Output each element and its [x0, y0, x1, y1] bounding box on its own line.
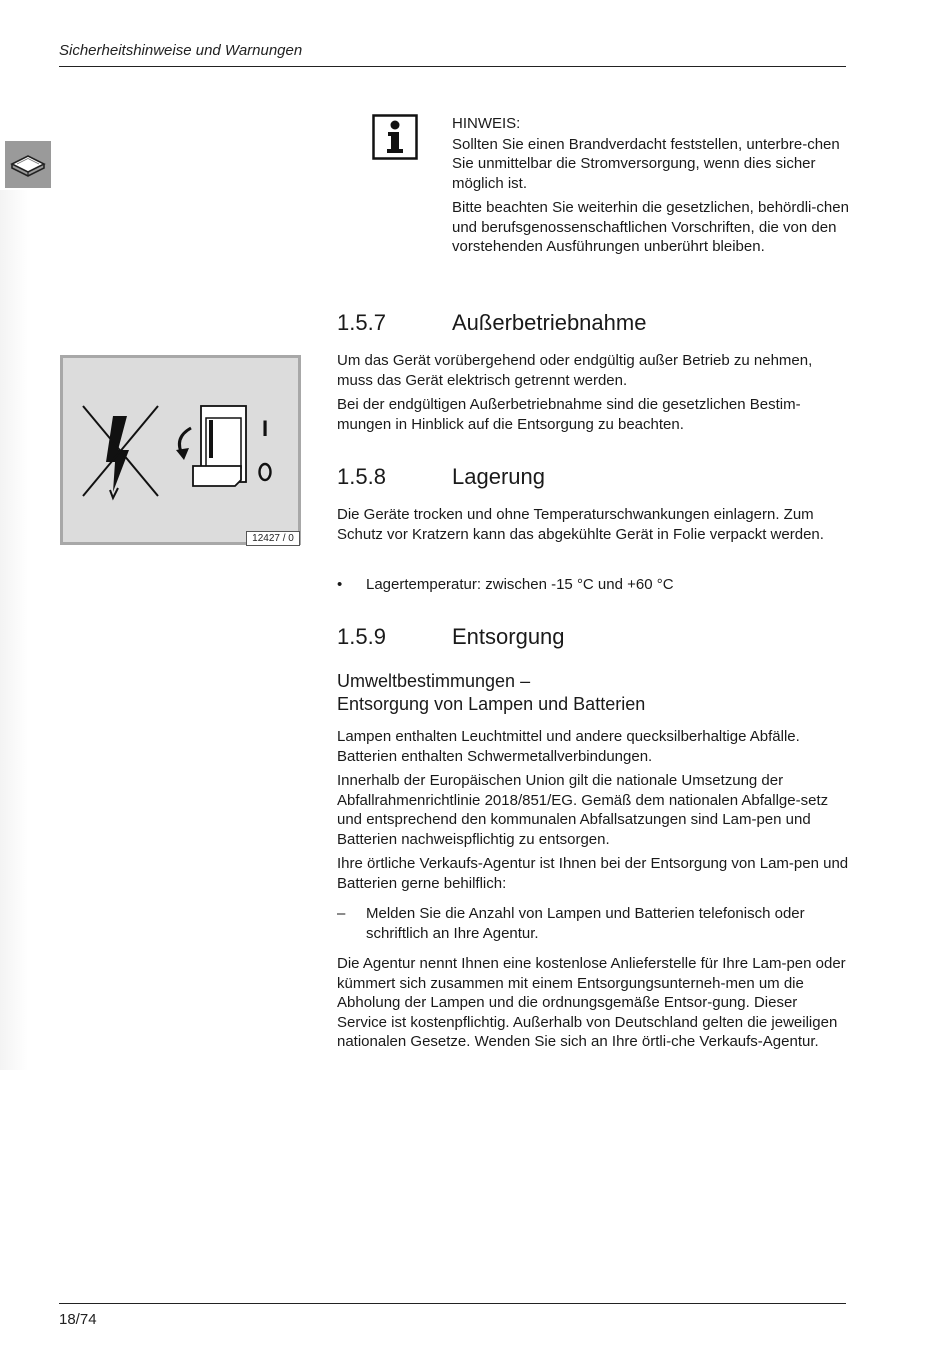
section-heading-1-5-8 — [337, 464, 545, 490]
subheading-line: Entsorgung von Lampen und Batterien — [337, 694, 646, 714]
note-block — [452, 114, 852, 262]
section-title: Entsorgung — [452, 624, 565, 649]
section-body — [337, 505, 849, 549]
header-rule — [59, 66, 846, 67]
section-body — [337, 351, 849, 439]
power-off-switch-icon — [63, 358, 298, 542]
paragraph: Bei der endgültigen Außerbetriebnahme sind die gesetzlichen Bestim-mungen in Hinblick auf die Entsorgung zu beachten. — [337, 396, 801, 433]
power-off-figure — [60, 355, 301, 545]
section-body — [337, 727, 849, 898]
note-paragraph: Sollten Sie einen Brandverdacht feststellen, unterbre-chen Sie unmittelbar die Stromversorgung, wenn dies sicher möglich ist. — [452, 135, 840, 192]
chapter-tab[interactable] — [5, 141, 51, 188]
bullet-icon: • — [337, 576, 343, 593]
section-number: 1.5.7 — [337, 310, 386, 335]
closing-paragraph — [337, 954, 849, 1057]
list-item — [337, 575, 849, 595]
section-heading-1-5-9 — [337, 624, 565, 650]
dash-marker: – — [337, 905, 346, 922]
section-heading-1-5-7 — [337, 310, 646, 336]
paragraph: Lampen enthalten Leuchtmittel und andere quecksilberhaltige Abfälle. Batterien enthalten Schwermetallverbindungen. — [337, 728, 800, 765]
note-label: HINWEIS: — [452, 115, 521, 132]
list-item-text: Melden Sie die Anzahl von Lampen und Batterien telefonisch oder schriftlich an Ihre Agentur. — [366, 905, 805, 942]
margin-shade — [0, 190, 28, 1070]
subheading — [337, 670, 645, 716]
footer-rule — [59, 1303, 846, 1304]
note-paragraph: Bitte beachten Sie weiterhin die gesetzlichen, behördli-chen und berufsgenossenschaftlichen Vorschriften, die von den vorstehenden Ausführungen unberührt bleiben. — [452, 199, 849, 255]
section-title: Außerbetriebnahme — [452, 310, 647, 335]
list-item — [337, 904, 849, 943]
list-item-text: Lagertemperatur: zwischen -15 °C und +60 °C — [366, 576, 674, 593]
paragraph: Innerhalb der Europäischen Union gilt die nationale Umsetzung der Abfallrahmenrichtlinie 2018/851/EG. Gemäß dem nationalen Abfallge-setz und entsprechend den kommunalen Abfallsatzungen sind Lam-pen und Batterien nachweispflichtig zu entsorgen. — [337, 772, 829, 848]
paragraph: Die Geräte trocken und ohne Temperaturschwankungen einlagern. Zum Schutz vor Kratzern kann das abgekühlte Gerät in Folie verpackt werden. — [337, 506, 824, 543]
section-number: 1.5.8 — [337, 464, 386, 489]
running-header: Sicherheitshinweise und Warnungen — [59, 42, 303, 59]
figure-reference: 12427 / 0 — [246, 531, 300, 546]
book-icon — [9, 150, 47, 180]
paragraph: Ihre örtliche Verkaufs-Agentur ist Ihnen bei der Entsorgung von Lam-pen und Batterien gerne behilflich: — [337, 855, 849, 892]
section-number: 1.5.9 — [337, 624, 386, 649]
switch-on-symbol: I — [261, 416, 269, 441]
subheading-line: Umweltbestimmungen – — [337, 671, 531, 691]
paragraph: Um das Gerät vorübergehend oder endgültig außer Betrieb zu nehmen, muss das Gerät elektrisch getrennt werden. — [337, 352, 813, 389]
info-icon — [372, 114, 418, 160]
section-title: Lagerung — [452, 464, 545, 489]
paragraph: Die Agentur nennt Ihnen eine kostenlose Anlieferstelle für Ihre Lam-pen oder kümmert sich zusammen mit einem Entsorgungsunterneh-men um die Abholung der Lampen und die ordnungsgemäße Entsor-gung. Dieser Service ist kostenpflichtig. Außerhalb von Deutschland gelten die jeweiligen nationalen Gesetze. Wenden Sie sich an Ihre örtli-che Verkaufs-Agentur. — [337, 955, 846, 1050]
page-number: 18/74 — [59, 1311, 97, 1328]
